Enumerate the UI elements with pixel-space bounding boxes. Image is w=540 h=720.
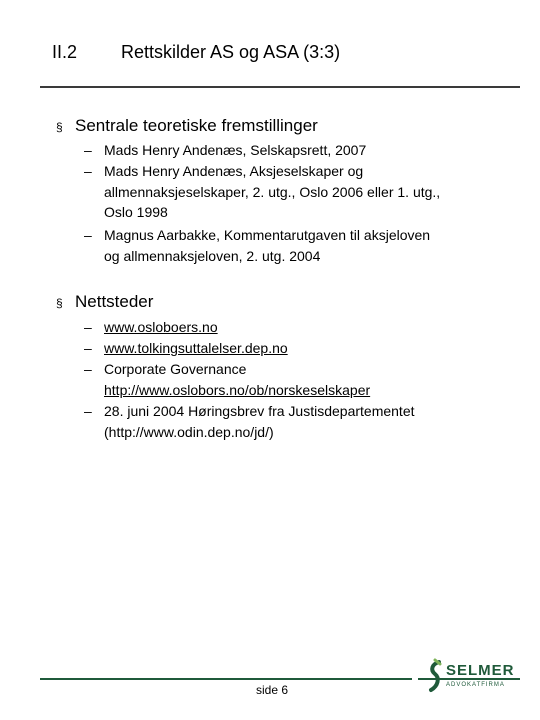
slide-header	[0, 0, 540, 92]
list-item-text: Oslo 1998	[104, 204, 168, 220]
dash-icon: –	[84, 361, 92, 377]
link-oslobors-norskeselskaper[interactable]: http://www.oslobors.no/ob/norskeselskaper	[104, 381, 371, 398]
section-number: II.2	[52, 42, 78, 62]
section-heading: Nettsteder	[75, 292, 154, 311]
dash-icon: –	[84, 163, 92, 179]
dash-icon: –	[84, 227, 92, 243]
list-item-text: Mads Henry Andenæs, Selskapsrett, 2007	[104, 142, 367, 158]
dash-icon: –	[84, 403, 92, 419]
dash-icon: –	[84, 319, 92, 335]
list-item-text: Corporate Governance	[104, 361, 247, 377]
dash-icon: –	[84, 142, 92, 158]
list-item-text: Mads Henry Andenæs, Aksjeselskaper og	[104, 163, 364, 179]
logo-text: SELMER	[446, 662, 515, 679]
list-item-text: og allmennaksjeloven, 2. utg. 2004	[104, 247, 321, 264]
section-bullet-icon: §	[56, 296, 63, 310]
logo-subtext: ADVOKATFIRMA	[446, 682, 505, 688]
selmer-logo	[426, 656, 526, 696]
list-item-text: allmennaksjeselskaper, 2. utg., Oslo 2006 eller 1. utg.,	[104, 183, 441, 200]
link-osloboers[interactable]: www.osloboers.no	[104, 319, 218, 335]
header-divider	[40, 86, 520, 88]
page-number: side 6	[256, 683, 289, 697]
dash-icon: –	[84, 340, 92, 356]
list-item-text: Magnus Aarbakke, Kommentarutgaven til aksjeloven	[104, 227, 431, 243]
selmer-logo-icon	[426, 658, 444, 694]
section-bullet-icon: §	[56, 120, 63, 134]
slide-title: Rettskilder AS og ASA (3:3)	[121, 42, 341, 62]
footer-divider	[40, 678, 412, 680]
link-tolkingsuttalelser[interactable]: www.tolkingsuttalelser.dep.no	[104, 340, 288, 356]
list-item-text: (http://www.odin.dep.no/jd/)	[104, 423, 274, 440]
list-item-text: 28. juni 2004 Høringsbrev fra Justisdepartementet	[104, 403, 415, 419]
section-heading: Sentrale teoretiske fremstillinger	[75, 116, 318, 135]
